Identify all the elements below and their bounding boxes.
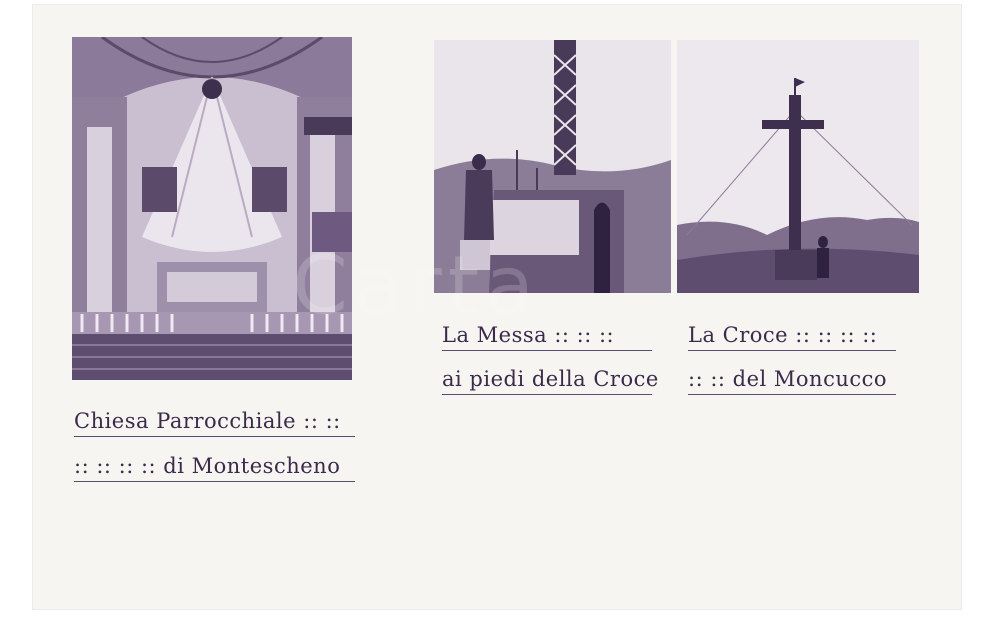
cross-photo: [677, 40, 919, 293]
postcard: [32, 4, 962, 610]
cross-caption-line-1: La Croce :: :: :: ::: [688, 320, 896, 351]
church-interior-photo: [72, 37, 352, 380]
church-caption-line-1: Chiesa Parrocchiale :: ::: [74, 406, 355, 437]
mass-photo: [434, 40, 671, 293]
mass-caption-line-2: ai piedi della Croce: [442, 364, 652, 395]
mass-caption-line-1: La Messa :: :: ::: [442, 320, 652, 351]
church-caption-line-2: :: :: :: :: di Montescheno: [74, 451, 355, 482]
watermark: Carta: [292, 239, 541, 332]
cross-caption-line-2: :: :: del Moncucco: [688, 364, 896, 395]
